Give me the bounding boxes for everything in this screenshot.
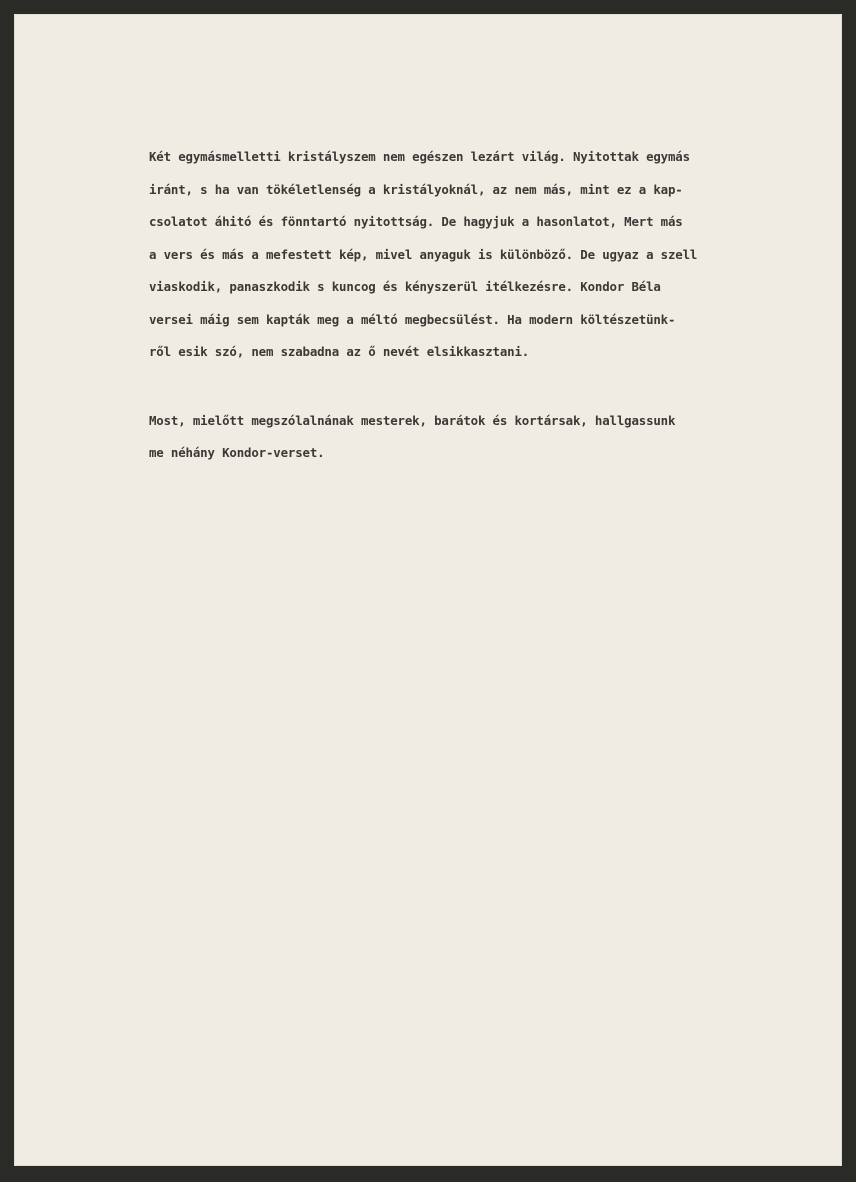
text-line: viaskodik, panaszkodik s kuncog és kényszerül itélkezésre. Kondor Béla — [149, 279, 661, 294]
text-line: a vers és más a mefestett kép, mivel anyaguk is különböző. De ugyaz a szell — [149, 246, 698, 262]
typewritten-text — [149, 141, 829, 470]
paragraph — [149, 141, 829, 369]
paragraph — [149, 405, 829, 470]
paragraph-gap — [149, 369, 829, 405]
text-line: me néhány Kondor-verset. — [149, 445, 325, 460]
text-line: Két egymásmelletti kristályszem nem egészen lezárt világ. Nyitottak egymás — [149, 149, 690, 164]
text-line: ről esik szó, nem szabadna az ő nevét elsikkasztani. — [149, 344, 530, 359]
text-line: iránt, s ha van tökéletlenség a kristályoknál, az nem más, mint ez a kap- — [149, 181, 683, 197]
text-line: csolatot áhitó és fönntartó nyitottság. De hagyjuk a hasonlatot, Mert más — [149, 214, 683, 229]
text-line: versei máig sem kapták meg a méltó megbecsülést. Ha modern költészetünk- — [149, 311, 676, 327]
document-page — [14, 14, 842, 1166]
text-line: Most, mielőtt megszólalnának mesterek, barátok és kortársak, hallgassunk — [149, 412, 676, 428]
